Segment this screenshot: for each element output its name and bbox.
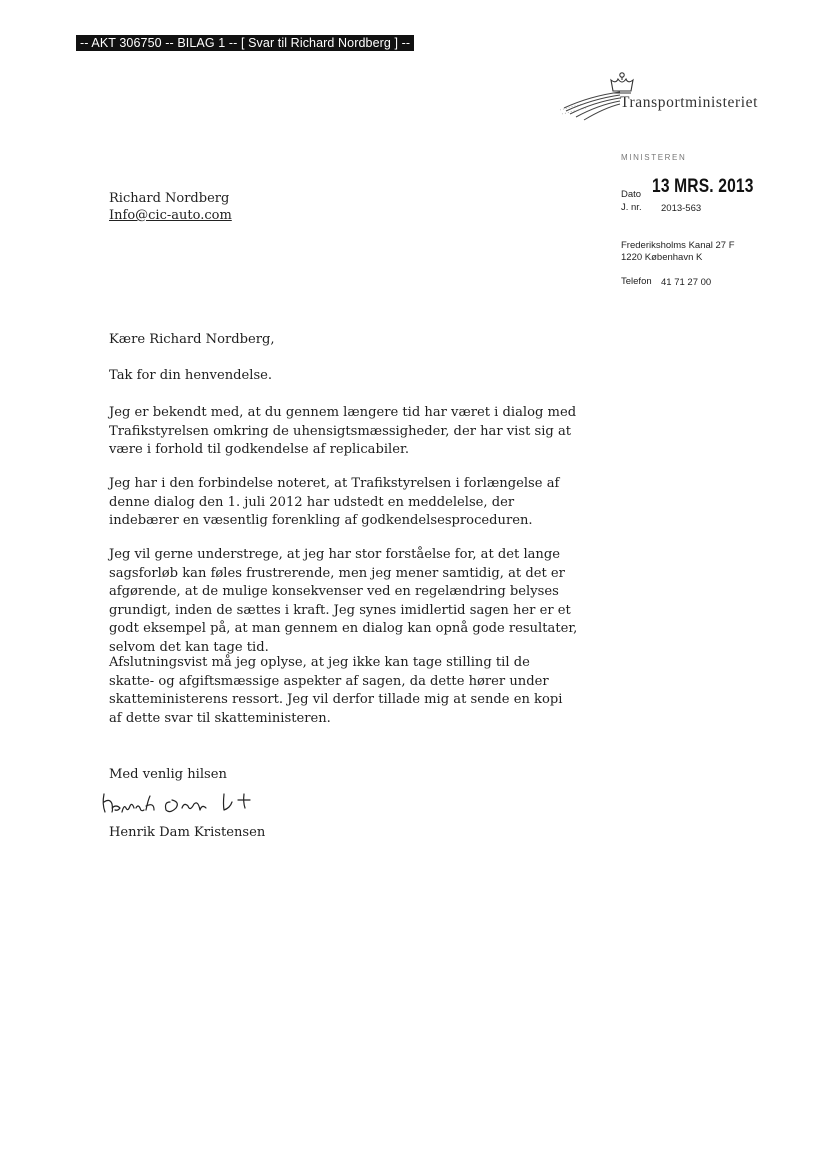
date-stamp: 13 MRS. 2013: [652, 176, 754, 197]
paragraph-4: Jeg vil gerne understrege, at jeg har stor forståelse for, at det lange sagsforløb kan føles frustrerende, men jeg mener samtidig, at det er afgørende, at de mulige konsekvenser ved en regelændring belyses grundigt, inden de sættes i kraft. Jeg synes imidlertid sagen her er et godt eksempel på, at man gennem en dialog kan opnå gode resultater, selvom det kan tage tid.: [109, 547, 578, 655]
recipient-name: Richard Nordberg: [109, 191, 230, 206]
office-label: MINISTEREN: [621, 153, 687, 162]
paragraph-3: Jeg har i den forbindelse noteret, at Trafikstyrelsen i forlængelse af denne dialog den 1. juli 2012 har udstedt en meddelelse, der indebærer en væsentlig forenkling af godkendelsesproceduren.: [109, 476, 560, 528]
ministry-logo-text: Transportministeriet: [620, 94, 759, 111]
address-line-1: Frederiksholms Kanal 27 F: [621, 240, 735, 251]
phone-number: 41 71 27 00: [661, 277, 712, 288]
date-label: Dato: [621, 189, 642, 200]
paragraph-5: Afslutningsvist må jeg oplyse, at jeg ikke kan tage stilling til de skatte- og afgiftsmæssige aspekter af sagen, da dette hører under skatteministerens ressort. Jeg vil derfor tillade mig at sende en kopi af dette svar til skatteministeren.: [109, 655, 563, 726]
handwritten-signature: [98, 786, 268, 822]
closing: Med venlig hilsen: [109, 767, 227, 782]
road-wing-icon: [560, 86, 622, 122]
phone-label: Telefon: [621, 276, 652, 287]
greeting: Kære Richard Nordberg,: [109, 332, 275, 347]
paragraph-1: Tak for din henvendelse.: [109, 368, 273, 383]
journal-number: 2013-563: [661, 203, 702, 214]
address-line-2: 1220 København K: [621, 252, 703, 263]
journal-label: J. nr.: [621, 202, 642, 213]
recipient-email-link[interactable]: Info@cic-auto.com: [109, 208, 232, 223]
signatory-name: Henrik Dam Kristensen: [109, 825, 266, 840]
paragraph-2: Jeg er bekendt med, at du gennem længere tid har været i dialog med Trafikstyrelsen omkring de uhensigtsmæssigheder, der har vist sig at være i forhold til godkendelse af replicabiler.: [109, 405, 577, 457]
document-header-bar: -- AKT 306750 -- BILAG 1 -- [ Svar til Richard Nordberg ] --: [76, 35, 414, 51]
